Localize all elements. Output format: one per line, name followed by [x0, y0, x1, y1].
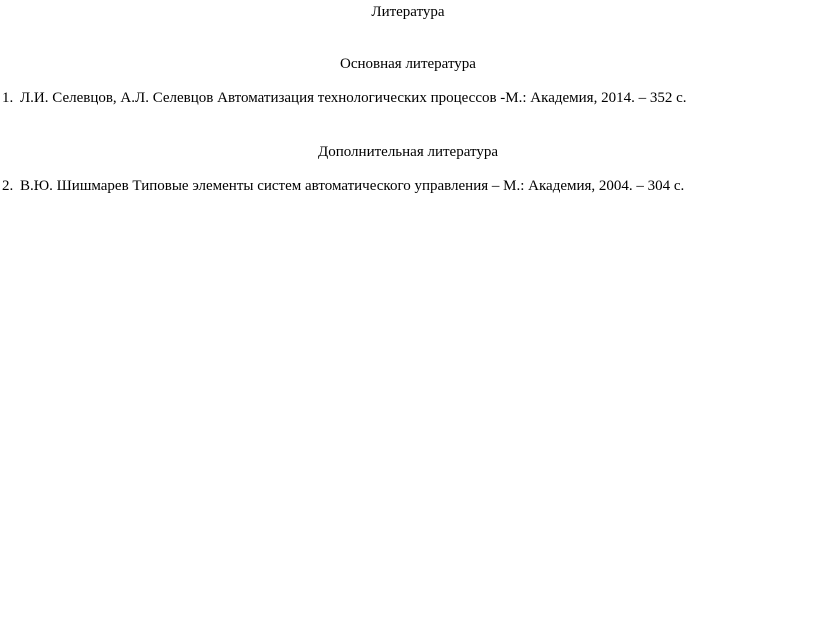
reference-text: В.Ю. Шишмарев Типовые элементы систем автоматического управления – М.: Академия, 2004. – 304 с. — [20, 178, 685, 194]
reference-number: 2. — [2, 178, 14, 194]
reference-number: 1. — [2, 90, 14, 106]
main-literature-heading: Основная литература — [340, 56, 476, 72]
document-title: Литература — [371, 4, 445, 20]
reference-item-main — [2, 89, 686, 107]
reference-text: Л.И. Селевцов, А.Л. Селевцов Автоматизация технологических процессов -М.: Академия, 2014. – 352 с. — [20, 90, 687, 106]
additional-literature-heading: Дополнительная литература — [318, 144, 498, 160]
reference-item-additional — [2, 177, 684, 195]
